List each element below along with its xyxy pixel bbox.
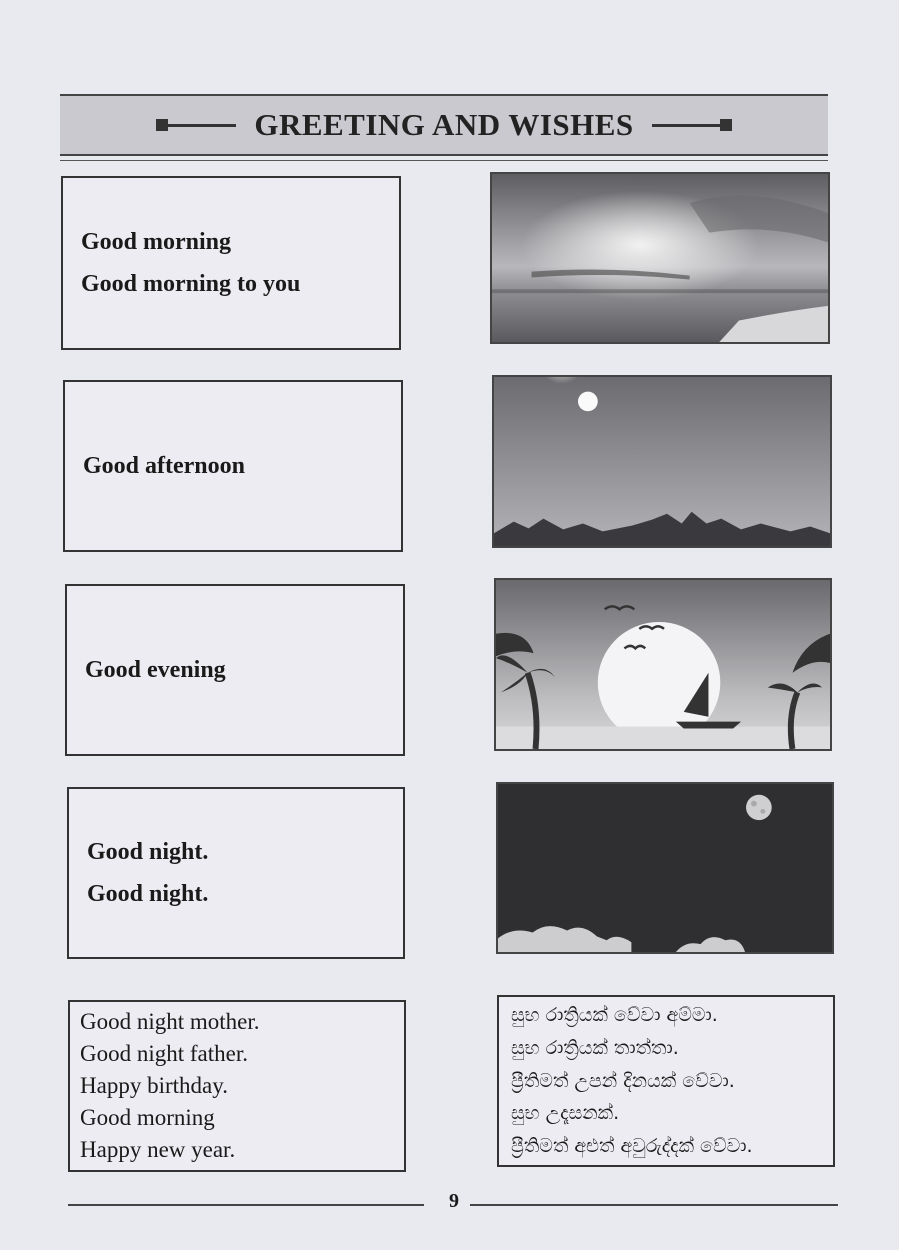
sinhala-phrases-box	[497, 995, 835, 1167]
page-footer	[68, 1190, 838, 1220]
right-ornament-icon	[652, 119, 732, 131]
phrase-line: Happy new year.	[80, 1137, 236, 1163]
greeting-box-night	[67, 787, 405, 959]
greeting-line: Good night.	[87, 839, 209, 865]
page-title: GREETING AND WISHES	[254, 107, 634, 142]
left-ornament-icon	[156, 119, 236, 131]
title-banner	[60, 94, 828, 156]
sunset-with-palms-and-sailboat-icon	[494, 578, 832, 751]
phrase-line: Good night mother.	[80, 1008, 260, 1034]
night-sky-with-moon-icon	[496, 782, 834, 954]
phrase-line: Good night father.	[80, 1040, 248, 1066]
greeting-line: Good evening	[85, 657, 226, 683]
phrase-line: Happy birthday.	[80, 1072, 228, 1098]
phrase-line: සුභ රාත්‍රියක් තාත්තා.	[511, 1036, 679, 1059]
phrase-line: ප්‍රීතිමත් අළුත් අවුරුද්දක් වේවා.	[511, 1135, 753, 1158]
phrase-line: Good morning	[80, 1105, 215, 1131]
page-number: 9	[449, 1190, 459, 1212]
phrase-line: ප්‍රීතිමත් උපන් දිනයක් වේවා.	[511, 1069, 735, 1092]
greeting-line: Good afternoon	[83, 453, 245, 479]
phrase-line: සුභ උදෑසනක්.	[511, 1102, 620, 1125]
greeting-box-afternoon	[63, 380, 403, 552]
english-phrases-box	[68, 1000, 406, 1172]
greeting-box-morning	[61, 176, 401, 350]
greeting-box-evening	[65, 584, 405, 756]
footer-rule-right	[470, 1204, 838, 1206]
greeting-line: Good night.	[87, 881, 209, 907]
footer-rule-left	[68, 1204, 424, 1206]
phrase-line: සුභ රාත්‍රියක් වේවා අම්මා.	[511, 1003, 718, 1026]
midday-sun-over-mountains-icon	[492, 375, 832, 548]
greeting-line: Good morning to you	[81, 271, 301, 297]
sunrise-over-sea-icon	[490, 172, 830, 344]
greeting-line: Good morning	[81, 229, 232, 255]
